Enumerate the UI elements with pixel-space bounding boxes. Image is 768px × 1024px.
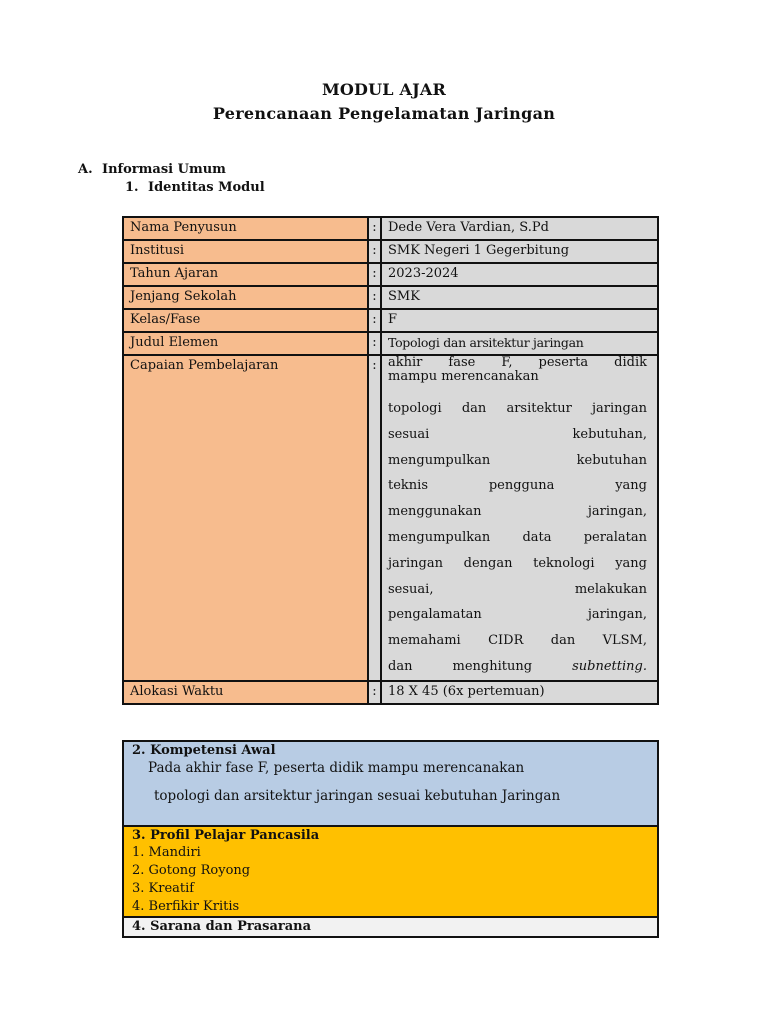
kompetensi-awal-box <box>122 740 659 825</box>
row-value: SMK Negeri 1 Gegerbitung <box>381 240 658 263</box>
identitas-row <box>123 217 658 240</box>
row-colon: : <box>368 355 381 681</box>
row-label: Jenjang Sekolah <box>123 286 368 309</box>
capaian-last-italic: subnetting. <box>572 658 647 674</box>
row-colon: : <box>368 286 381 309</box>
capaian-last-line <box>388 654 647 680</box>
capaian-line: sesuai, melakukan <box>388 581 647 597</box>
row-label: Kelas/Fase <box>123 309 368 332</box>
row-value: 2023-2024 <box>381 263 658 286</box>
row-value: F <box>381 309 658 332</box>
capaian-line: topologi dan arsitektur jaringan <box>388 401 647 416</box>
document-title: MODUL AJAR <box>322 80 446 99</box>
row-value: SMK <box>381 286 658 309</box>
section-a-number: A. <box>78 162 93 177</box>
subsection-1-title: Identitas Modul <box>148 180 265 195</box>
profil-item: 1. Mandiri <box>132 845 201 860</box>
row-colon: : <box>368 240 381 263</box>
identitas-row <box>123 332 658 355</box>
alokasi-value: 18 X 45 (6x pertemuan) <box>381 681 658 704</box>
kompetensi-line1: Pada akhir fase F, peserta didik mampu merencanakan <box>148 760 525 776</box>
row-label: Nama Penyusun <box>123 217 368 240</box>
capaian-line: sesuai kebutuhan, <box>388 426 647 442</box>
section-a-title: Informasi Umum <box>102 162 226 177</box>
capaian-head-line1: akhir fase F, peserta didik <box>388 355 647 370</box>
identitas-modul-table <box>122 216 659 705</box>
sarana-prasarana-box <box>122 916 659 938</box>
capaian-line: mengumpulkan data peralatan <box>388 529 647 545</box>
profil-item: 2. Gotong Royong <box>132 863 251 878</box>
document-subtitle: Perencanaan Pengelamatan Jaringan <box>212 104 556 123</box>
profil-item: 3. Kreatif <box>132 881 195 896</box>
capaian-line: pengalamatan jaringan, <box>388 607 647 623</box>
row-label: Institusi <box>123 240 368 263</box>
row-colon: : <box>368 681 381 704</box>
capaian-line: memahami CIDR dan VLSM, <box>388 633 647 649</box>
row-value: Dede Vera Vardian, S.Pd <box>381 217 658 240</box>
profil-item: 4. Berfikir Kritis <box>132 899 240 914</box>
capaian-body <box>388 396 647 654</box>
identitas-row <box>123 286 658 309</box>
row-label: Judul Elemen <box>123 332 368 355</box>
capaian-value <box>381 355 658 681</box>
capaian-line: menggunakan jaringan, <box>388 504 647 520</box>
capaian-line: mengumpulkan kebutuhan <box>388 452 647 468</box>
identitas-row <box>123 309 658 332</box>
profil-pelajar-box <box>122 825 659 917</box>
row-colon: : <box>368 309 381 332</box>
capaian-label: Capaian Pembelajaran <box>123 355 368 681</box>
subsection-1-number: 1. <box>125 180 139 195</box>
row-label: Tahun Ajaran <box>123 263 368 286</box>
sarana-heading: 4. Sarana dan Prasarana <box>132 919 312 934</box>
kompetensi-heading: 2. Kompetensi Awal <box>132 743 276 758</box>
identitas-row <box>123 263 658 286</box>
row-value: Topologi dan arsitektur jaringan <box>381 332 658 355</box>
capaian-line: jaringan dengan teknologi yang <box>388 555 647 571</box>
alokasi-row <box>123 681 658 704</box>
capaian-head-line2: mampu merencanakan <box>388 369 539 384</box>
alokasi-label: Alokasi Waktu <box>123 681 368 704</box>
capaian-last-prefix: dan menghitung <box>388 658 573 674</box>
profil-heading: 3. Profil Pelajar Pancasila <box>132 828 320 843</box>
capaian-line: teknis pengguna yang <box>388 478 647 494</box>
row-colon: : <box>368 217 381 240</box>
row-colon: : <box>368 332 381 355</box>
row-colon: : <box>368 263 381 286</box>
capaian-row <box>123 355 658 681</box>
identitas-row <box>123 240 658 263</box>
kompetensi-line2: topologi dan arsitektur jaringan sesuai kebutuhan Jaringan <box>154 788 561 804</box>
